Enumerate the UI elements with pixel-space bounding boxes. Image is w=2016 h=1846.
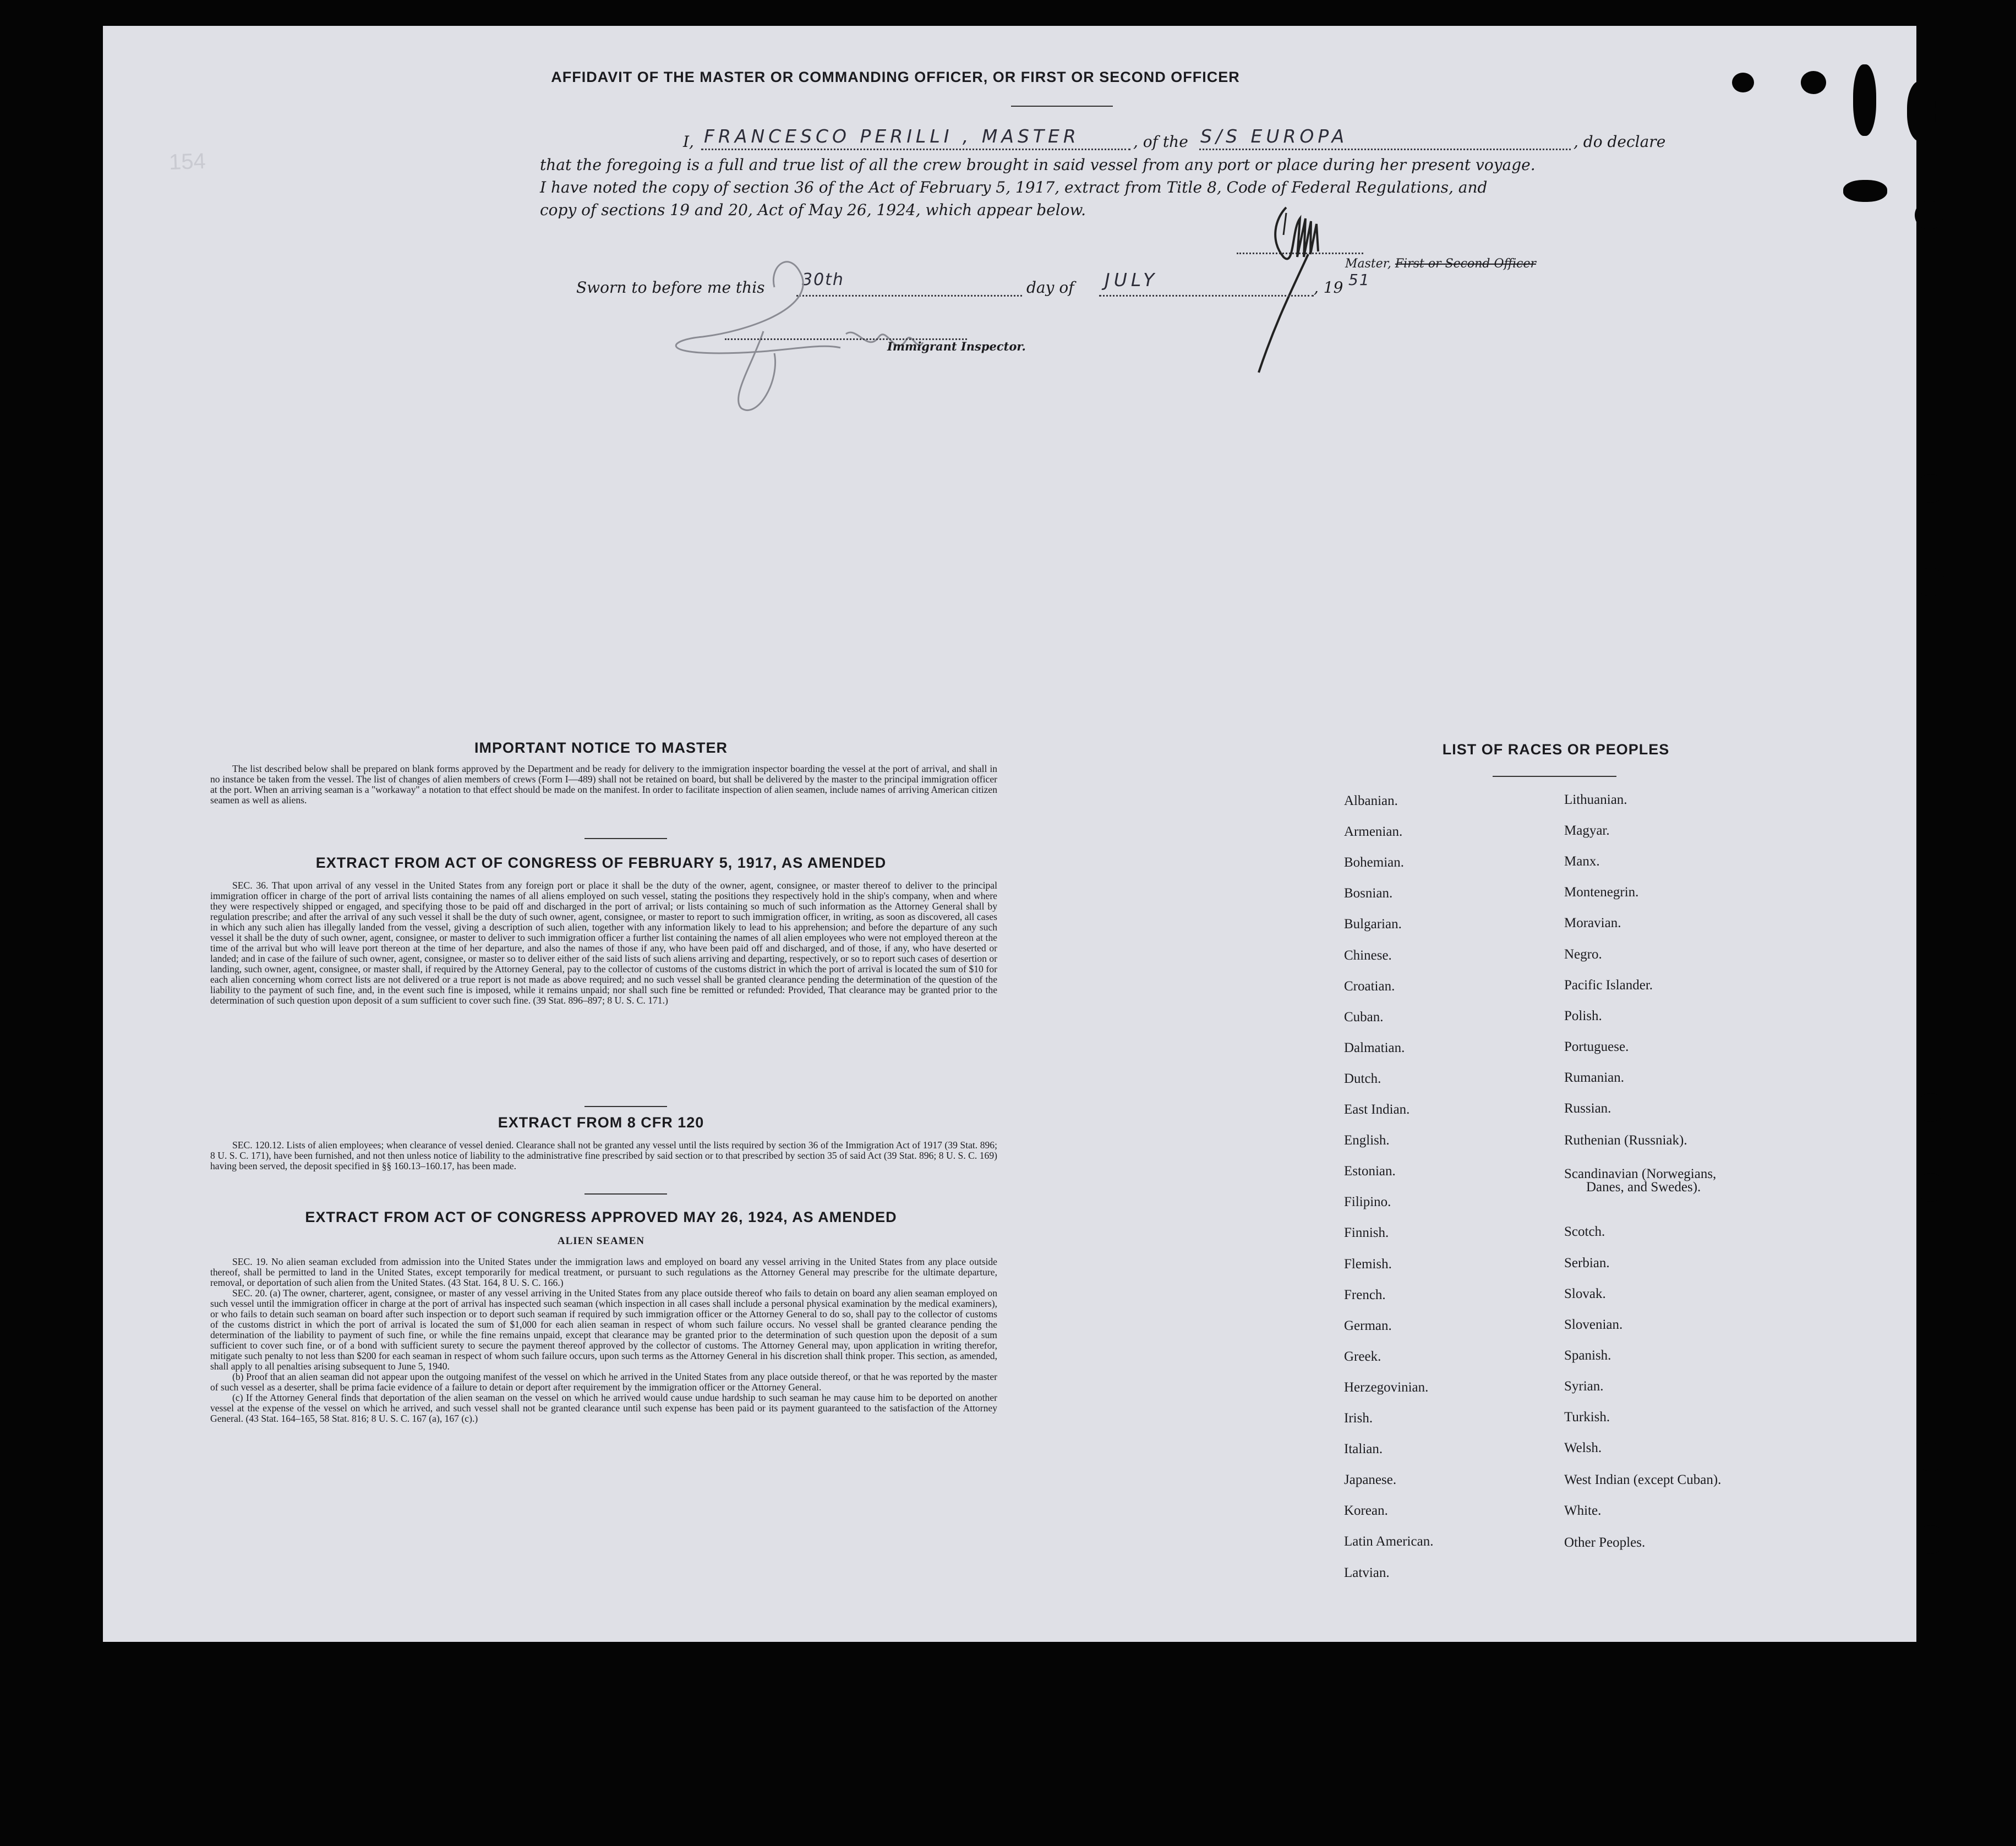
punch-hole-mark: [1853, 64, 1876, 136]
race-item: Rumanian.: [1564, 1070, 1625, 1085]
race-item: Estonian.: [1344, 1164, 1396, 1179]
section-19-paragraph: SEC. 19. No alien seaman excluded from admission into the United States under the immigration laws and employed on board any vessel arriving in the United States from any place outside thereof, shall be permitted to land in the United States, except temporarily for medical treatment, or pursuant to such regulations as the Attorney General may prescribe for the ultimate departure, removal, or deportation of such alien from the United States. (43 Stat. 164, 8 U. S. C. 166.): [210, 1256, 997, 1288]
race-item: Italian.: [1344, 1442, 1383, 1456]
sworn-month-dotted-line: [1099, 295, 1314, 297]
extract-1917-heading: EXTRACT FROM ACT OF CONGRESS OF FEBRUARY 5, 1917, AS AMENDED: [315, 854, 887, 871]
race-item: Albanian.: [1344, 793, 1398, 808]
of-the-label: , of the: [1133, 133, 1188, 151]
section-120-12-paragraph: SEC. 120.12. Lists of alien employees; when clearance of vessel denied. Clearance shall not be granted any vessel until the lists required by section 36 of the Immigration Act of 1917 (39 Stat. 896; 8 U. S. C. 171), have been furnished, and not then unless notice of liability to the administrative fine prescribed by said section or to that prescribed by section 35 of said Act (39 Stat. 896; 8 U. S. C. 169) having been served, the deposit specified in §§ 160.13–160.17, has been made.: [210, 1140, 997, 1171]
punch-hole-mark: [1843, 180, 1887, 202]
races-heading: LIST OF RACES OR PEOPLES: [1442, 741, 1670, 758]
race-item: Spanish.: [1564, 1348, 1611, 1363]
declaration-line-4: copy of sections 19 and 20, Act of May 26, 1924, which appear below.: [540, 201, 1086, 219]
races-rule: [1493, 776, 1616, 777]
punch-hole: [1916, 1093, 1945, 1122]
extract-1917-body: [210, 880, 997, 1006]
alien-seamen-subheading: ALIEN SEAMEN: [557, 1235, 645, 1247]
race-item: Syrian.: [1564, 1379, 1604, 1394]
race-item: Finnish.: [1344, 1225, 1389, 1240]
race-item: Flemish.: [1344, 1257, 1392, 1272]
punch-hole: [1916, 474, 1945, 503]
race-item: Polish.: [1564, 1009, 1602, 1023]
race-item: Cuban.: [1344, 1010, 1384, 1025]
inspector-signature: [637, 243, 995, 425]
race-item: Scandinavian (Norwegians,: [1564, 1166, 1717, 1181]
race-item: Pacific Islander.: [1564, 978, 1653, 993]
section-36-paragraph: SEC. 36. That upon arrival of any vessel in the United States from any foreign port or place it shall be the duty of the owner, agent, consignee, or master thereof to deliver to the principal immigration officer in charge of the port of arrival lists containing the names of all aliens employed on such vessel, stating the positions they respectively hold in the ship's company, when and where they were respectively shipped or engaged, and specifying those to be paid off and discharged in the port of arrival; or lists containing so much of such information as the Attorney General shall by regulation prescribe; and after the arrival of any such vessel it shall be the duty of such owner, agent, consignee, or master to report to such immigration officer, in writing, as soon as discovered, all cases in which any such alien has illegally landed from the vessel, giving a description of such alien, together with any information likely to lead to his apprehension; and before the departure of any such vessel it shall be the duty of such owner, agent, consignee, or master to deliver to such immigration officer a further list containing the names of all alien employees who were not employed thereon at the time of the arrival but who will leave port thereon at the time of her departure, and also the names of those if any, who have been paid off and discharged, and of those, if any, who have deserted or landed; and in case of the failure of such owner, agent, consignee, or master so to deliver either of the said lists of such aliens arriving and departing, respectively, or so to report such cases of desertion or landing, such owner, agent, consignee, or master shall, if required by the Attorney General, pay to the collector of customs of the customs district in which the port of arrival is located the sum of $10 for each alien concerning whom correct lists are not delivered or a true report is not made as above required; and no such vessel shall be granted clearance pending the determination of the question of the liability to the payment of such fine, and, in the event such fine is imposed, while it remains unpaid; nor shall such fine be remitted or refunded: Provided, That clearance may be granted prior to the determination of such question upon deposit of a sum sufficient to cover such fine. (39 Stat. 896–897; 8 U. S. C. 171.): [210, 880, 997, 1006]
punch-hole-mark: [1907, 81, 1936, 141]
race-item: Dutch.: [1344, 1071, 1381, 1086]
race-item: Latvian.: [1344, 1565, 1390, 1580]
day-of-label: day of: [1026, 278, 1074, 297]
declaration-line-3: I have noted the copy of section 36 of the Act of February 5, 1917, extract from Title 8, Code of Federal Regulations, and: [540, 178, 1488, 196]
sworn-day-handwritten: 30th: [802, 270, 844, 289]
margin-stamp-number: 154: [168, 149, 206, 175]
race-item: Negro.: [1564, 947, 1602, 962]
race-item: White.: [1564, 1503, 1602, 1518]
extract-cfr-rule: [584, 1193, 667, 1195]
punch-hole: [1915, 201, 1943, 229]
race-item: German.: [1344, 1318, 1392, 1333]
year-prefix: , 19: [1314, 278, 1343, 297]
race-item: Bulgarian.: [1344, 917, 1402, 932]
race-item: Irish.: [1344, 1411, 1373, 1426]
affidavit-title: AFFIDAVIT OF THE MASTER OR COMMANDING OFFICER, OR FIRST OR SECOND OFFICER: [551, 69, 1240, 85]
race-item: Slovak.: [1564, 1286, 1606, 1301]
inspector-label: Immigrant Inspector.: [887, 339, 1026, 353]
master-name-handwritten: FRANCESCO PERILLI , MASTER: [704, 125, 1080, 147]
section-20b-paragraph: (b) Proof that an alien seaman did not appear upon the outgoing manifest of the vessel on which he arrived in the United States from any place outside thereof, or that he was reported by the master of such vessel as a deserter, shall be prima facie evidence of a failure to detain or deport after requirement by the immigration officer or the Attorney General.: [210, 1371, 997, 1393]
race-item: Bosnian.: [1344, 886, 1393, 901]
race-item: Croatian.: [1344, 979, 1395, 994]
race-item: Korean.: [1344, 1503, 1388, 1518]
race-item: Herzegovinian.: [1344, 1380, 1429, 1395]
race-item: Dalmatian.: [1344, 1040, 1405, 1055]
race-item: Bohemian.: [1344, 855, 1405, 870]
notice-rule: [584, 838, 667, 839]
race-item: Magyar.: [1564, 823, 1610, 838]
punch-hole-mark: [1732, 73, 1754, 92]
declaration-line-2: that the foregoing is a full and true list of all the crew brought in said vessel from any port or place during her present voyage.: [540, 156, 1536, 174]
declaration-i: I,: [683, 133, 694, 151]
punch-hole: [1916, 1173, 1945, 1202]
notice-heading: IMPORTANT NOTICE TO MASTER: [474, 740, 728, 756]
notice-paragraph: The list described below shall be prepared on blank forms approved by the Department and be ready for delivery to the immigration inspector boarding the vessel at the port of arrival, and shall in no instance be taken from the vessel. The list of changes of alien members of crews (Form I—489) shall not be retained on board, but shall be delivered by the master to the principal immigration officer at the port. When an arriving seaman is a "workaway" a notation to that effect should be made on the manifest. In order to facilitate inspection of alien seamen, include names of arriving American citizen seamen as well as aliens.: [210, 763, 997, 806]
vessel-name-handwritten: S/S EUROPA: [1200, 125, 1348, 147]
officer-title-master: Master,: [1345, 257, 1391, 271]
year-handwritten: 51: [1348, 271, 1370, 289]
section-20a-paragraph: SEC. 20. (a) The owner, charterer, agent, consignee, or master of any vessel arriving in the United States from any place outside thereof who fails to detain on board any alien seaman employed on such vessel until the immigration officer in charge at the port of arrival has inspected such seaman (which inspection in all cases shall include a personal physical examination by the medical examiners), or who fails to detain such seaman on board after such inspection or to deport such seaman if required by such immigration officer or the Attorney General to do so, shall pay to the collector of customs of the customs district in which the port of arrival is located the sum of $1,000 for each alien seaman in respect of whom such failure occurs. No vessel shall be granted clearance pending the determination of the liability to payment of such fine, or while the fine remains unpaid, except that clearance may be granted prior to the determination of such question upon the deposit of a sum sufficient to cover such fine, or of a bond with sufficient surety to secure the payment thereof approved by the collector of customs. The Attorney General may, upon application in writing therefor, mitigate such penalty to not less than $200 for each seaman in respect of whom such failure occurs, upon such terms as the Attorney General in his discretion shall think proper. This section, as amended, shall apply to all penalties arising subsequent to June 5, 1940.: [210, 1288, 997, 1372]
officer-title-struck: First or Second Officer: [1395, 257, 1537, 271]
do-declare-label: , do declare: [1574, 133, 1666, 151]
document-sheet: [103, 26, 1916, 1642]
race-item: Danes, and Swedes).: [1586, 1180, 1701, 1195]
race-item: Portuguese.: [1564, 1039, 1629, 1054]
race-item: East Indian.: [1344, 1102, 1410, 1117]
race-item: Welsh.: [1564, 1440, 1602, 1455]
race-item: Japanese.: [1344, 1472, 1397, 1487]
title-rule: [1011, 106, 1113, 107]
race-item: Scotch.: [1564, 1224, 1605, 1239]
extract-1924-body: [210, 1257, 997, 1424]
race-item: Chinese.: [1344, 948, 1392, 963]
race-item: Slovenian.: [1564, 1317, 1623, 1332]
race-item: Moravian.: [1564, 916, 1621, 930]
extract-cfr-heading: EXTRACT FROM 8 CFR 120: [498, 1114, 704, 1131]
extract-1917-rule: [584, 1106, 667, 1107]
race-item: Russian.: [1564, 1101, 1611, 1116]
punch-hole: [1916, 568, 1945, 596]
race-item: French.: [1344, 1288, 1386, 1302]
extract-1924-heading: EXTRACT FROM ACT OF CONGRESS APPROVED MAY 26, 1924, AS AMENDED: [305, 1209, 897, 1225]
punch-hole-mark: [1801, 71, 1826, 94]
declaration-line-1: [566, 125, 1695, 155]
race-item: Serbian.: [1564, 1256, 1610, 1270]
race-item: Manx.: [1564, 854, 1600, 869]
race-item: Armenian.: [1344, 824, 1403, 839]
punch-hole: [1916, 1443, 1945, 1471]
race-item: Filipino.: [1344, 1195, 1391, 1209]
race-item: West Indian (except Cuban).: [1564, 1472, 1722, 1487]
sworn-month-handwritten: JULY: [1105, 269, 1159, 291]
race-item: English.: [1344, 1133, 1390, 1148]
race-item: Ruthenian (Russniak).: [1564, 1133, 1687, 1148]
race-item: Lithuanian.: [1564, 792, 1627, 807]
race-item: Other Peoples.: [1564, 1535, 1646, 1550]
race-item: Latin American.: [1344, 1534, 1434, 1549]
master-name-dotted-line: [701, 149, 1130, 150]
notice-body: [210, 764, 997, 806]
extract-cfr-body: [210, 1140, 997, 1171]
sworn-prefix: Sworn to before me this: [576, 278, 765, 297]
race-item: Montenegrin.: [1564, 885, 1639, 900]
vessel-dotted-line: [1199, 149, 1571, 150]
race-item: Turkish.: [1564, 1410, 1610, 1425]
punch-hole: [1916, 1525, 1945, 1554]
section-20c-paragraph: (c) If the Attorney General finds that deportation of the alien seaman on the vessel on which he arrived would cause undue hardship to such seaman he may cause him to be deported on another vessel at the expense of the vessel on which he arrived, and such vessel shall not be granted clearance until such expense has been paid or its payment guaranteed to the satisfaction of the Attorney General. (43 Stat. 164–165, 58 Stat. 816; 8 U. S. C. 167 (a), 167 (c).): [210, 1392, 997, 1424]
race-item: Greek.: [1344, 1349, 1381, 1364]
officer-title-label: [1345, 257, 1536, 271]
